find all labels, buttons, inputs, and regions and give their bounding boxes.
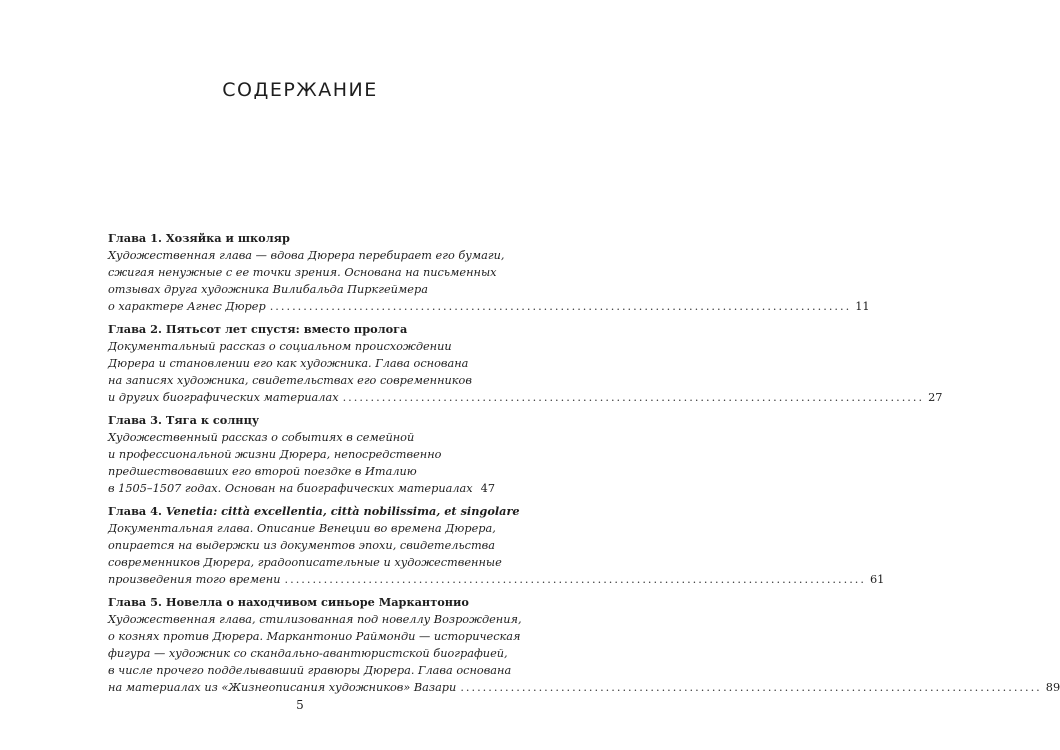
description-line: и других биографических материалах [108, 391, 339, 404]
entry-page-number: 11 [855, 300, 870, 313]
description-line: о кознях против Дюрера. Маркантонио Раймонди — историческая [108, 630, 521, 643]
toc-list [108, 230, 1060, 702]
dot-leader: ........................................................................................................ [284, 573, 866, 586]
description-line: Художественная глава — вдова Дюрера перебирает его бумаги, [108, 249, 505, 262]
toc-entry-4 [108, 503, 885, 588]
description-line: Документальный рассказ о социальном происхождении [108, 340, 452, 353]
description-line: предшествовавших его второй поездке в Италию [108, 465, 417, 478]
description-line: в числе прочего подделывавший гравюры Дюрера. Глава основана [108, 664, 512, 677]
description-line: в 1505–1507 годах. Основан на биографических материалах [108, 482, 473, 495]
description-line: сжигая ненужные с ее точки зрения. Основана на письменных [108, 266, 497, 279]
entry-title: Глава 5. Новелла о находчивом синьоре Маркантонио [108, 595, 469, 609]
entry-page-number: 47 [480, 482, 496, 495]
entry-last-line [108, 298, 870, 315]
dot-leader: ........................................................................................................ [342, 391, 925, 404]
entry-page-number: 89 [1045, 681, 1060, 694]
page-number: 5 [296, 698, 304, 712]
entry-title-italic: Venetia: città excellentia, città nobilissima, et singolare [165, 504, 520, 518]
entry-last-line [108, 389, 943, 406]
entry-title: Глава 3. Тяга к солнцу [108, 413, 260, 427]
description-line: произведения того времени [108, 573, 281, 586]
entry-description [108, 338, 943, 406]
entry-last-line [108, 679, 1060, 696]
entry-description [108, 247, 870, 315]
dot-leader: ........................................................................................................ [269, 300, 852, 313]
description-line: современников Дюрера, градоописательные и художественные [108, 556, 502, 569]
entry-title: Глава 1. Хозяйка и школяр [108, 231, 290, 245]
toc-entry-5 [108, 594, 1060, 696]
description-line: Дюрера и становлении его как художника. Глава основана [108, 357, 469, 370]
toc-entry-3 [108, 412, 496, 497]
description-line: Художественная глава, стилизованная под новеллу Возрождения, [108, 613, 522, 626]
description-line: отзывах друга художника Вилибальда Пиркгеймера [108, 283, 428, 296]
description-line: опирается на выдержки из документов эпохи, свидетельства [108, 539, 495, 552]
description-line: Художественный рассказ о событиях в семейной [108, 431, 415, 444]
entry-title [108, 503, 520, 520]
page-title: СОДЕРЖАНИЕ [222, 79, 378, 101]
entry-title-prefix: Глава 4. [108, 504, 166, 518]
entry-last-line [108, 480, 496, 497]
toc-entry-2 [108, 321, 943, 406]
entry-description [108, 611, 1060, 696]
description-line: на записях художника, свидетельствах его современников [108, 374, 472, 387]
entry-description [108, 429, 496, 497]
description-line: Документальная глава. Описание Венеции во времена Дюрера, [108, 522, 496, 535]
entry-title: Глава 2. Пятьсот лет спустя: вместо пролога [108, 322, 408, 336]
entry-description [108, 520, 885, 588]
description-line: и профессиональной жизни Дюрера, непосредственно [108, 448, 442, 461]
entry-page-number: 61 [869, 573, 885, 586]
entry-last-line [108, 571, 885, 588]
description-line: на материалах из «Жизнеописания художников» Вазари [108, 681, 457, 694]
dot-leader: ........................................................................................................ [460, 681, 1042, 694]
toc-entry-1 [108, 230, 870, 315]
description-line: фигура — художник со скандально-авантюристской биографией, [108, 647, 508, 660]
description-line: о характере Агнес Дюрер [108, 300, 266, 313]
entry-page-number: 27 [928, 391, 943, 404]
